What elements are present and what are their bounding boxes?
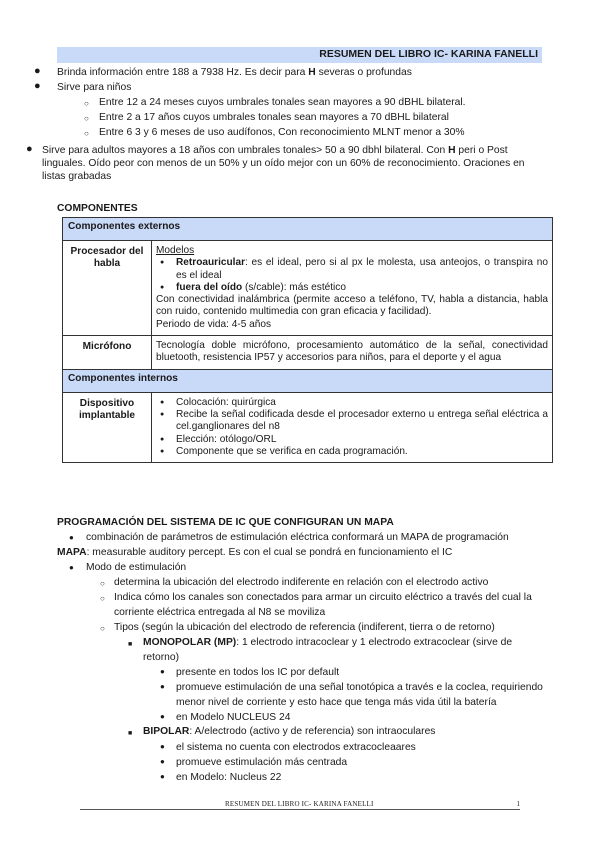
microfono-content: Tecnología doble micrófono, procesamiento automático de la señal, conectividad bluetooth, resistencia IP57 y accesorios para niños, para el deporte y el agua — [152, 336, 553, 370]
footer-text: RESUMEN DEL LIBRO IC- KARINA FANELLI — [225, 800, 374, 808]
componentes-heading: COMPONENTES — [57, 203, 138, 214]
programacion-heading: PROGRAMACIÓN DEL SISTEMA DE IC QUE CONFIGURAN UN MAPA — [57, 517, 394, 528]
bullet-icon: ● — [160, 682, 165, 691]
bullet-icon: ● — [160, 742, 165, 751]
internos-header: Componentes internos — [63, 369, 553, 392]
mono-item-cont: menor nivel de corriente y esto hace que tenga más vida útil la batería — [176, 697, 497, 708]
disp-item: ● Elección: otólogo/ORL — [156, 434, 548, 446]
bi-item: en Modelo: Nucleus 22 — [176, 772, 282, 783]
modelos-label: Modelos — [156, 245, 195, 256]
page-footer — [80, 798, 520, 810]
bullet-icon: ● — [69, 563, 74, 572]
page-number: 1 — [516, 800, 520, 808]
modo-sub-3: Tipos (según la ubicación del electrodo de referencia (indiferent, tierra o de retorno) — [114, 622, 495, 633]
prog-bullet-1: combinación de parámetros de estimulación eléctrica conformará un MAPA de programación — [86, 532, 509, 543]
intro-bullet-3: Sirve para adultos mayores a 18 años con umbrales tonales> 50 a 90 dbhl bilateral. Con H peri o Post linguales. Oído peor con menos de un 50% y un oído mejor con un 60% de reconocimiento. Oraciones en listas grabadas — [42, 145, 525, 182]
square-bullet-icon: ■ — [128, 641, 133, 648]
intro-sub-2: Entre 2 a 17 años cuyos umbrales tonales sean mayores a 70 dBHL bilateral — [99, 112, 449, 123]
mapa-definition: MAPA: measurable auditory percept. Es con el cual se pondrá en funcionamiento el IC — [57, 547, 453, 558]
circle-bullet-icon: ○ — [84, 129, 89, 138]
bullet-icon: ● — [160, 757, 165, 766]
intro-sub-1: Entre 12 a 24 meses cuyos umbrales tonales sean mayores a 90 dBHL bilateral. — [99, 97, 466, 108]
modo-sub-2: Indica cómo los canales son conectados para armar un circuito eléctrico a través del cual la corriente eléctrica entregada al N8 se moviliza — [114, 592, 532, 618]
mono-item: presente en todos los IC por default — [176, 667, 340, 678]
procesador-content — [152, 241, 553, 336]
procesador-label: Procesador del habla — [63, 241, 152, 336]
disp-item: ● Colocación: quirúrgica — [156, 397, 548, 409]
componentes-table — [62, 217, 553, 463]
bullet-icon: ● — [160, 772, 165, 781]
monopolar-item: MONOPOLAR (MP): 1 electrodo intracoclear y 1 electrodo extracoclear (sirve de retorno) — [143, 637, 513, 663]
periodo-text: Periodo de vida: 4-5 años — [156, 318, 272, 330]
bullet-icon: ● — [160, 667, 165, 676]
externos-header: Componentes externos — [63, 218, 553, 241]
bullet-icon: ● — [34, 80, 41, 92]
circle-bullet-icon: ○ — [100, 579, 105, 588]
disp-item: ● Recibe la señal codificada desde el procesador externo u entrega señal eléctrica a cel.ganglionares del n8 — [156, 409, 548, 434]
mono-item: promueve estimulación de una señal tonotópica a través e la coclea, requiriendo — [176, 682, 543, 693]
intro-bullet-2: Sirve para niños — [57, 82, 132, 93]
square-bullet-icon: ■ — [128, 730, 133, 737]
page-title: RESUMEN DEL LIBRO IC- KARINA FANELLI — [319, 48, 538, 60]
bi-item: promueve estimulación más centrada — [176, 757, 348, 768]
retro-item: ● Retroauricular: es el ideal, pero si al px le molesta, usa anteojos, o transpira no es el ideal — [156, 257, 548, 282]
intro-bullet-1: Brinda información entre 188 a 7938 Hz. Es decir para H severas o profundas — [57, 67, 412, 78]
bullet-icon: ● — [160, 712, 165, 721]
microfono-label: Micrófono — [63, 336, 152, 370]
bullet-icon: ● — [34, 65, 41, 77]
disp-item: ● Componente que se verifica en cada programación. — [156, 446, 548, 458]
intro-sub-3: Entre 6 3 y 6 meses de uso audífonos, Con reconocimiento MLNT menor a 30% — [99, 127, 465, 138]
dispositivo-content — [152, 392, 553, 462]
conectividad-text: Con conectividad inalámbrica (permite acceso a teléfono, TV, habla a distancia, habla con ruido, contenido multimedia con gran eficacia y facilidad). — [156, 294, 548, 318]
circle-bullet-icon: ○ — [100, 624, 105, 633]
modo-sub-1: determina la ubicación del electrodo indiferente en relación con el electrodo activo — [114, 577, 489, 588]
dispositivo-label: Dispositivo implantable — [63, 392, 152, 462]
bullet-icon: ● — [69, 533, 74, 542]
circle-bullet-icon: ○ — [100, 594, 105, 603]
modo-estimulacion: Modo de estimulación — [86, 562, 187, 573]
bipolar-item: BIPOLAR: A/electrodo (activo y de referencia) son intraoculares — [143, 726, 436, 737]
mono-item: en Modelo NUCLEUS 24 — [176, 712, 291, 723]
bullet-icon: ● — [26, 143, 33, 155]
circle-bullet-icon: ○ — [84, 99, 89, 108]
bi-item: el sistema no cuenta con electrodos extracocleaares — [176, 742, 416, 753]
fuera-item: ● fuera del oído (s/cable): más estético — [156, 282, 548, 294]
circle-bullet-icon: ○ — [84, 114, 89, 123]
